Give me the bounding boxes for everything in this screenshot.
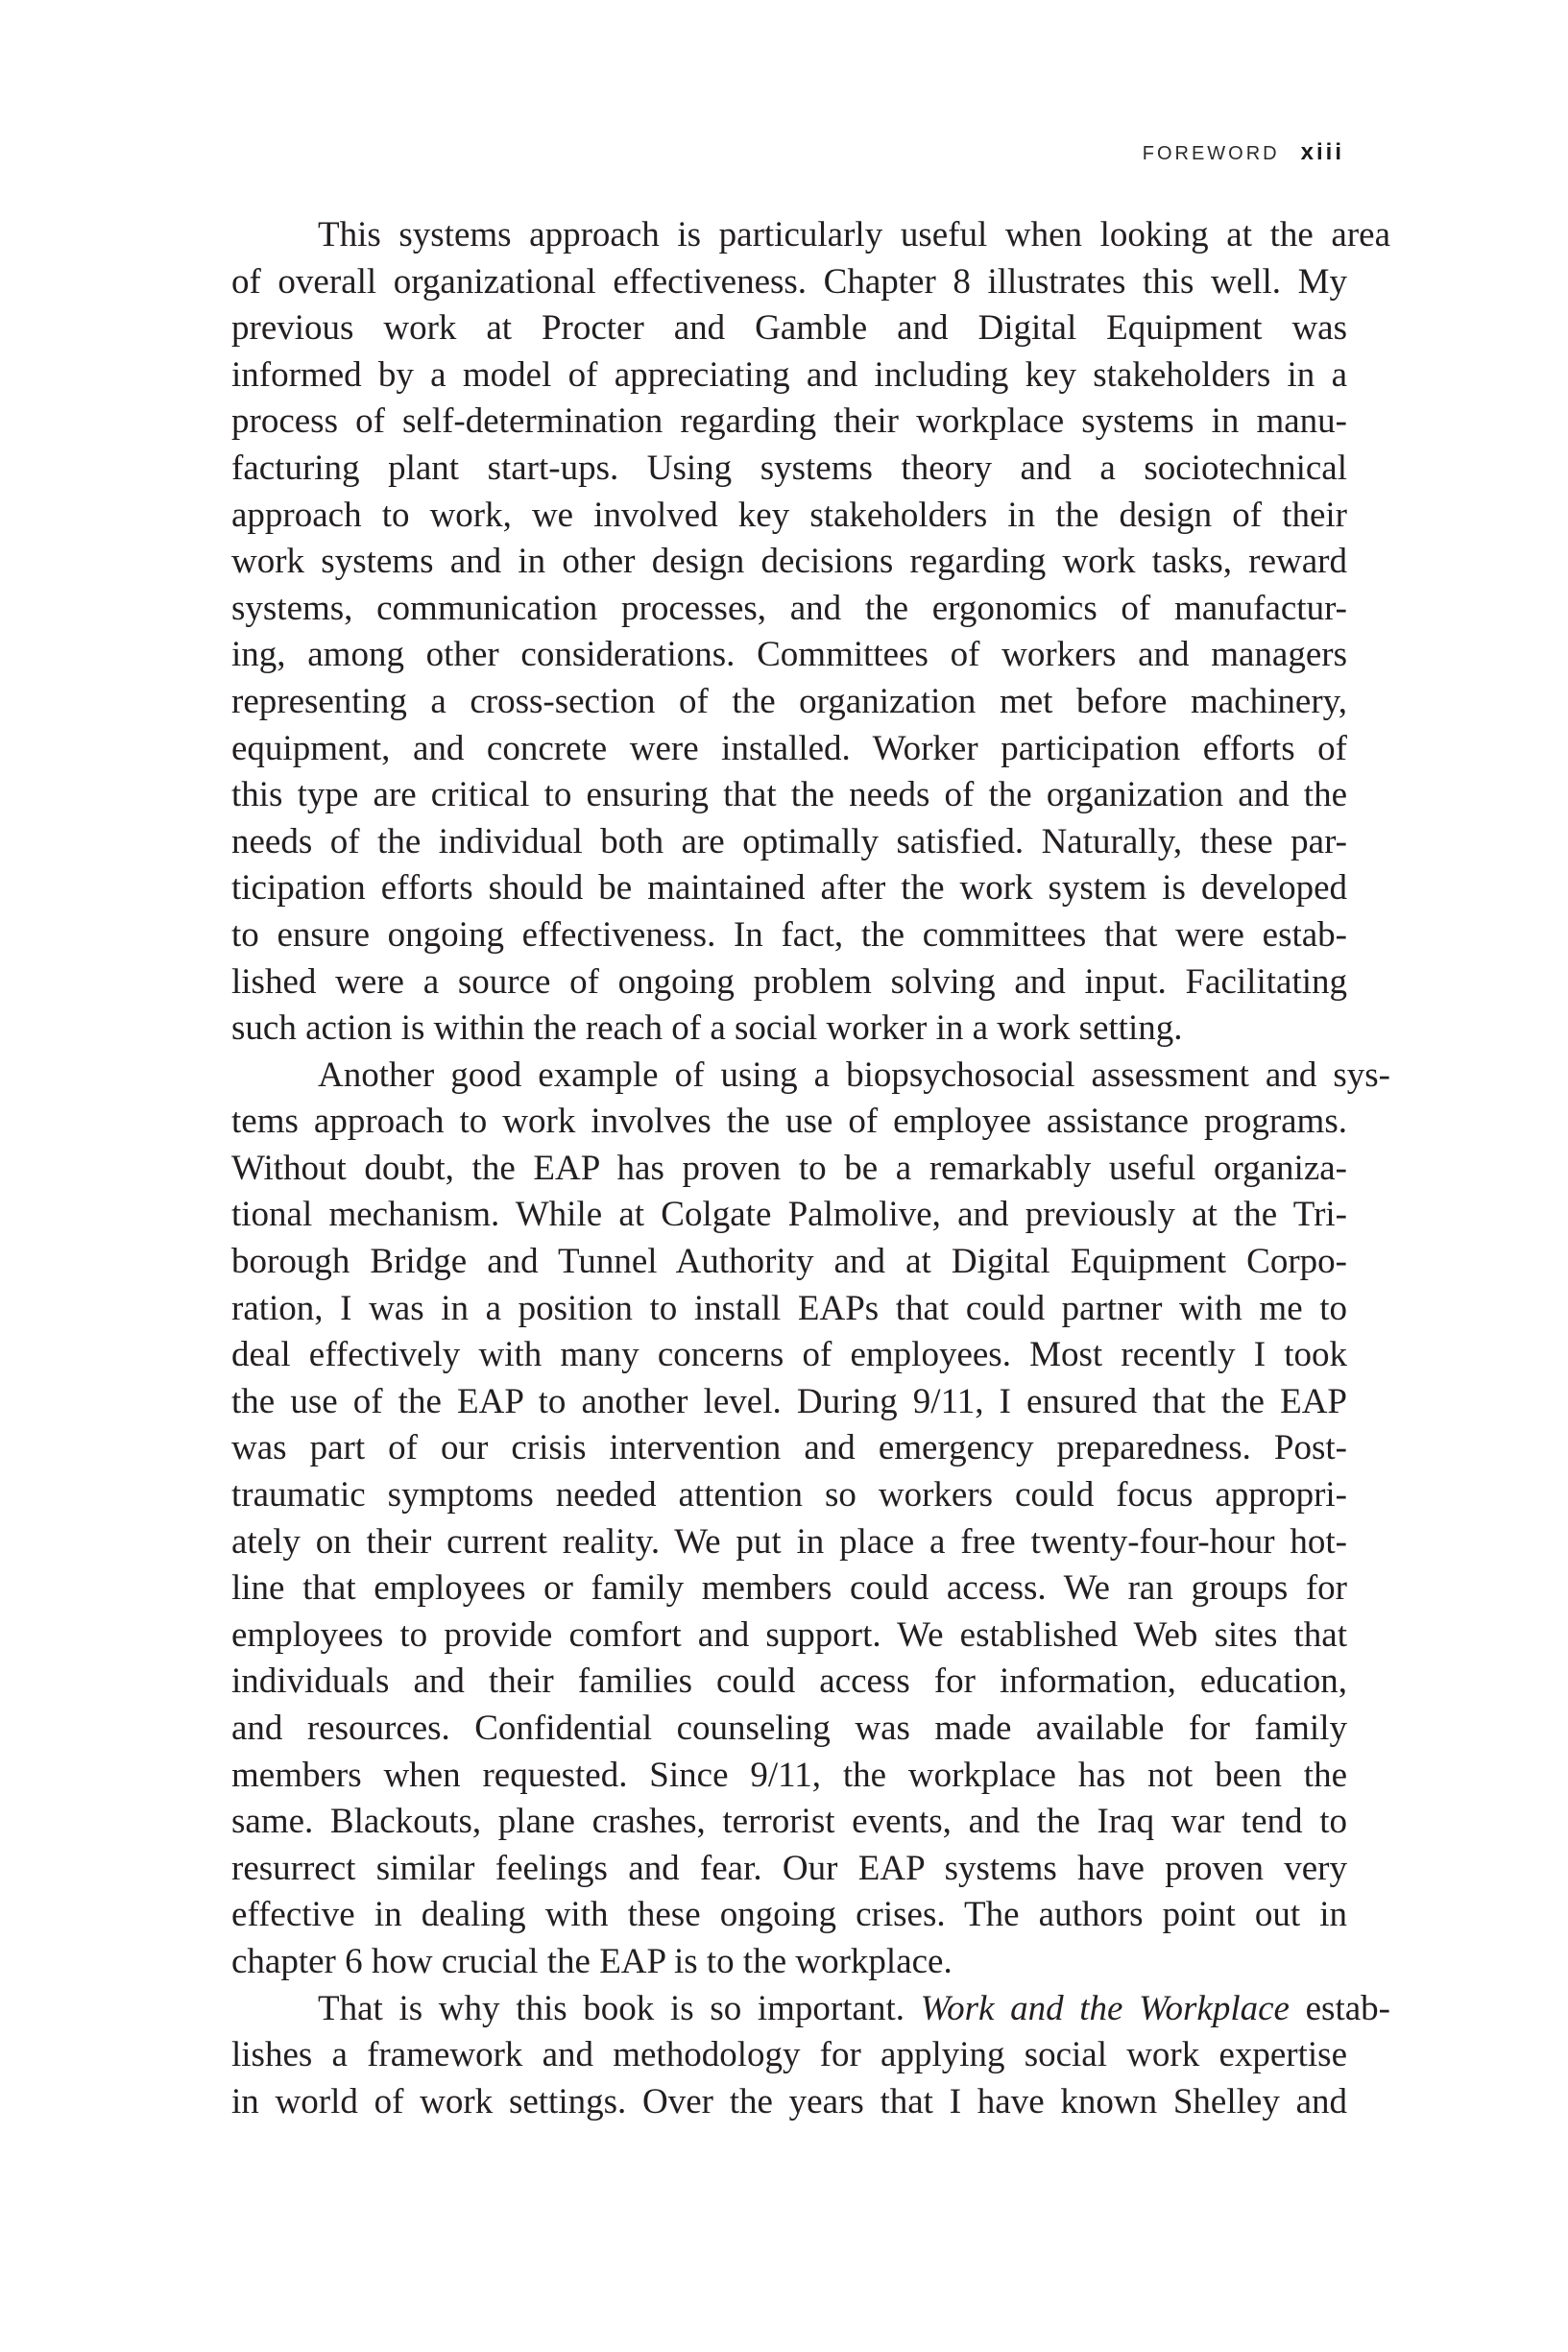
text-line xyxy=(231,539,1347,586)
text-run: resurrect similar feelings and fear. Our EAP systems have proven very xyxy=(231,1848,1347,1888)
body-text xyxy=(231,212,1390,2125)
text-line xyxy=(231,1425,1347,1472)
text-run: lishes a framework and methodology for applying social work expertise xyxy=(231,2035,1347,2075)
text-line xyxy=(231,1565,1347,1612)
text-run: this type are critical to ensuring that the needs of the organization and the xyxy=(231,775,1347,815)
text-run: line that employees or family members could access. We ran groups for xyxy=(231,1568,1347,1609)
text-line xyxy=(231,352,1347,400)
text-line xyxy=(231,212,1390,259)
text-run: effective in dealing with these ongoing crises. The authors point out in xyxy=(231,1895,1347,1935)
text-run: same. Blackouts, plane crashes, terrorist events, and the Iraq war tend to xyxy=(231,1802,1347,1842)
text-line xyxy=(231,1146,1347,1193)
text-run: borough Bridge and Tunnel Authority and at Digital Equipment Corpo- xyxy=(231,1242,1347,1282)
running-head xyxy=(1056,138,1344,168)
text-line xyxy=(231,1939,1347,1986)
text-run: the use of the EAP to another level. During 9/11, I ensured that the EAP xyxy=(231,1381,1347,1421)
book-title: Work and the Workplace xyxy=(920,1988,1290,2028)
text-run: estab- xyxy=(1289,1988,1390,2028)
text-run: chapter 6 how crucial the EAP is to the workplace. xyxy=(231,1941,953,1981)
text-line xyxy=(231,632,1347,679)
text-run: such action is within the reach of a social worker in a work setting. xyxy=(231,1008,1183,1049)
text-run: systems, communication processes, and the ergonomics of manufactur- xyxy=(231,588,1347,628)
text-run: ing, among other considerations. Committees of workers and managers xyxy=(231,635,1347,675)
text-line xyxy=(231,1799,1347,1846)
text-line xyxy=(231,819,1347,866)
text-run: employees to provide comfort and support. We established Web sites that xyxy=(231,1614,1347,1655)
text-line xyxy=(231,493,1347,540)
paragraph xyxy=(231,1053,1390,1986)
text-run: equipment, and concrete were installed. Worker participation efforts of xyxy=(231,728,1347,768)
text-run: members when requested. Since 9/11, the workplace has not been the xyxy=(231,1755,1347,1795)
text-run: Another good example of using a biopsychosocial assessment and sys- xyxy=(318,1055,1390,1095)
text-run: ately on their current reality. We put in place a free twenty-four-hour hot- xyxy=(231,1521,1347,1562)
text-run: That is why this book is so important. xyxy=(318,1988,921,2028)
text-line xyxy=(231,1472,1347,1519)
text-run: ticipation efforts should be maintained after the work system is developed xyxy=(231,868,1347,909)
text-line xyxy=(231,259,1347,306)
text-line xyxy=(231,1706,1347,1753)
text-line xyxy=(231,1006,1347,1053)
text-line xyxy=(231,1332,1347,1379)
text-run: approach to work, we involved key stakeholders in the design of their xyxy=(231,495,1347,535)
text-line xyxy=(231,1519,1347,1566)
paragraph xyxy=(231,212,1390,1053)
text-run: individuals and their families could access for information, education, xyxy=(231,1661,1347,1702)
text-run: informed by a model of appreciating and including key stakeholders in a xyxy=(231,354,1347,395)
text-run: tems approach to work involves the use of employee assistance programs. xyxy=(231,1102,1347,1142)
text-run: previous work at Procter and Gamble and Digital Equipment was xyxy=(231,308,1347,349)
text-line xyxy=(231,446,1347,493)
text-line xyxy=(231,586,1347,633)
text-line xyxy=(231,865,1347,912)
text-line xyxy=(231,1192,1347,1239)
text-run: facturing plant start-ups. Using systems theory and a sociotechnical xyxy=(231,448,1347,488)
text-run: of overall organizational effectiveness. Chapter 8 illustrates this well. My xyxy=(231,261,1347,302)
text-line xyxy=(231,1053,1390,1100)
text-line xyxy=(231,1612,1347,1660)
text-line xyxy=(231,1753,1347,1800)
text-line xyxy=(231,305,1347,352)
text-line xyxy=(231,679,1347,726)
text-run: process of self-determination regarding their workplace systems in manu- xyxy=(231,401,1347,442)
text-run: deal effectively with many concerns of employees. Most recently I took xyxy=(231,1335,1347,1375)
text-line xyxy=(231,2079,1347,2126)
text-line xyxy=(231,1239,1347,1286)
text-line xyxy=(231,1379,1347,1426)
text-run: in world of work settings. Over the years that I have known Shelley and xyxy=(231,2081,1347,2122)
text-run: and resources. Confidential counseling was made available for family xyxy=(231,1709,1347,1748)
text-run: Without doubt, the EAP has proven to be a remarkably useful organiza- xyxy=(231,1148,1347,1188)
text-run: lished were a source of ongoing problem solving and input. Facilitating xyxy=(231,961,1347,1002)
text-line xyxy=(231,1986,1390,2033)
text-line xyxy=(231,1892,1347,1939)
running-head-section: FOREWORD xyxy=(1142,143,1280,164)
text-line xyxy=(231,772,1347,819)
text-run: traumatic symptoms needed attention so workers could focus appropri- xyxy=(231,1475,1347,1515)
text-run: needs of the individual both are optimally satisfied. Naturally, these par- xyxy=(231,821,1347,861)
text-line xyxy=(231,959,1347,1006)
text-line xyxy=(231,1099,1347,1146)
text-run: This systems approach is particularly useful when looking at the area xyxy=(318,215,1390,255)
text-line xyxy=(231,1846,1347,1893)
text-run: tional mechanism. While at Colgate Palmolive, and previously at the Tri- xyxy=(231,1195,1347,1235)
text-run: ration, I was in a position to install EAPs that could partner with me to xyxy=(231,1288,1347,1328)
text-run: representing a cross-section of the organization met before machinery, xyxy=(231,681,1347,721)
page-number: xiii xyxy=(1300,139,1344,165)
text-line xyxy=(231,1659,1347,1706)
text-run: work systems and in other design decisions regarding work tasks, reward xyxy=(231,542,1347,582)
text-line xyxy=(231,912,1347,959)
text-line xyxy=(231,1286,1347,1333)
text-run: to ensure ongoing effectiveness. In fact, the committees that were estab- xyxy=(231,914,1347,955)
paragraph xyxy=(231,1986,1390,2126)
text-line xyxy=(231,726,1347,773)
text-line xyxy=(231,2032,1347,2079)
text-run: was part of our crisis intervention and emergency preparedness. Post- xyxy=(231,1428,1347,1468)
text-line xyxy=(231,399,1347,446)
